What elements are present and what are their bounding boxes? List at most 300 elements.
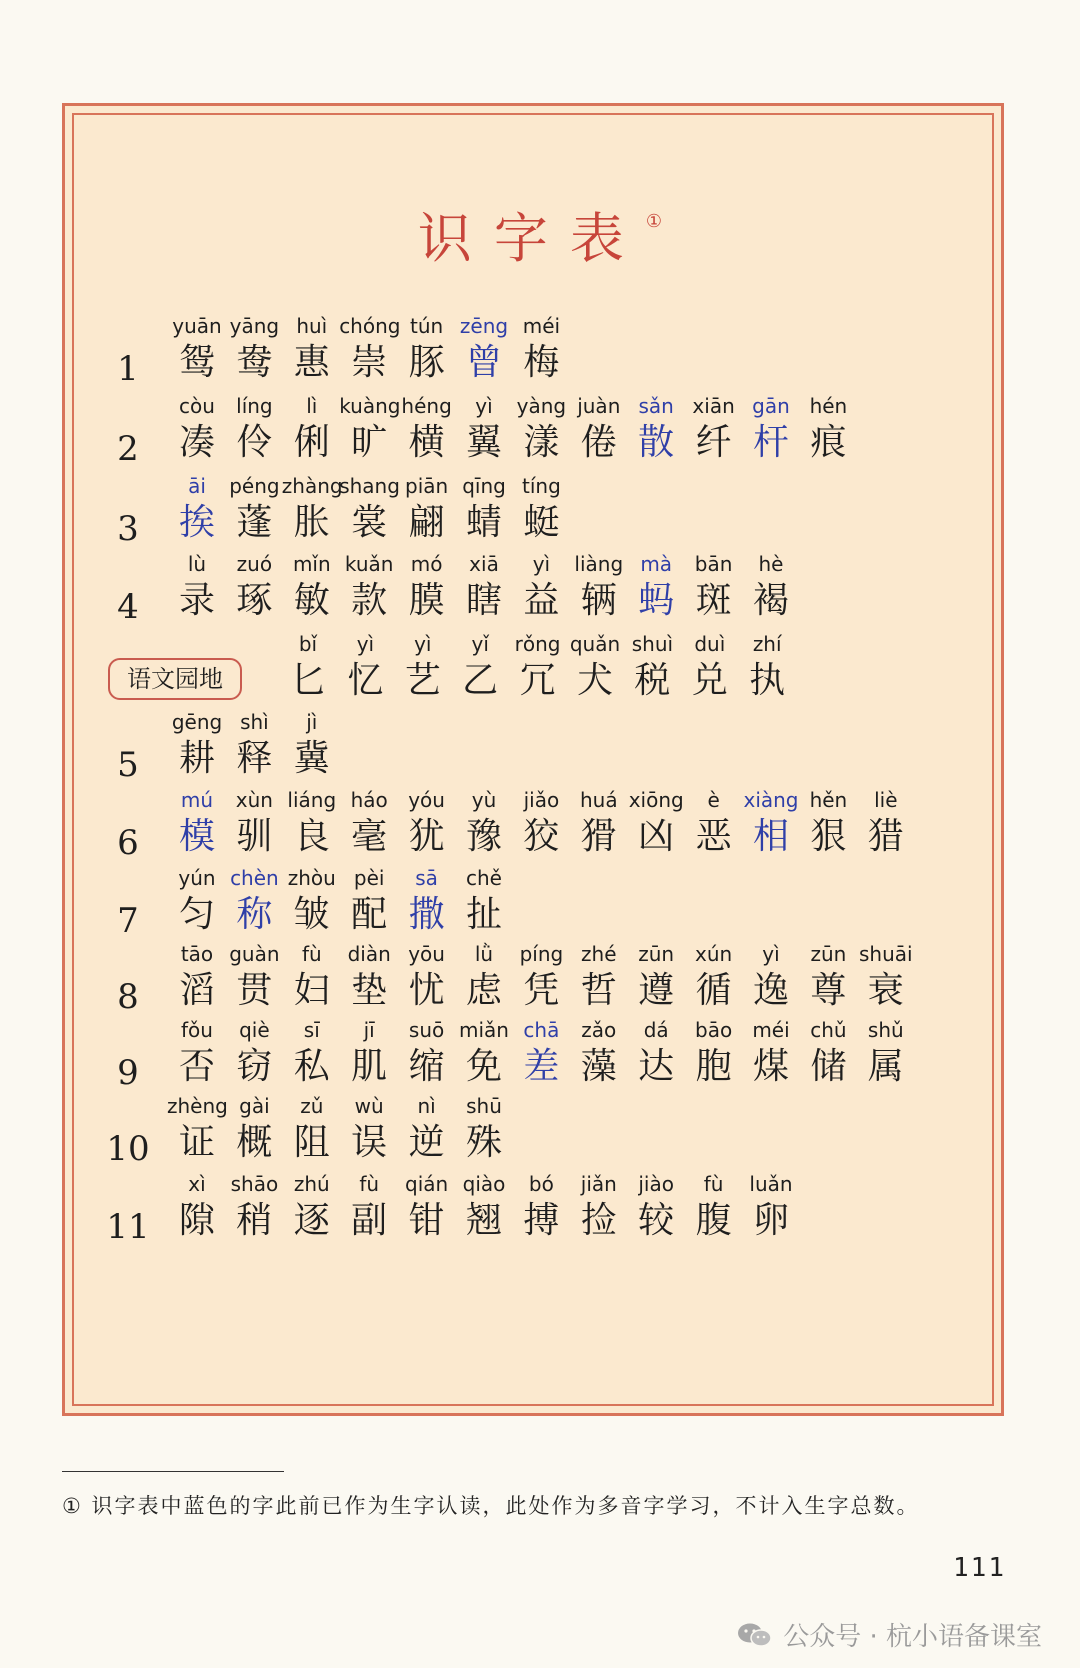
pinyin: shuì (631, 632, 674, 656)
hanzi: 皱 (293, 894, 330, 935)
character-cell (684, 788, 744, 860)
pinyin: zuó (236, 552, 273, 576)
hanzi: 鸯 (236, 342, 273, 383)
pinyin: zhú (293, 1172, 330, 1196)
hanzi: 殊 (465, 1122, 502, 1163)
pinyin: xún (695, 942, 733, 966)
title-text: 识字表 (417, 207, 646, 270)
hanzi: 艺 (404, 660, 441, 701)
pinyin: jì (306, 710, 318, 734)
pinyin: fù (359, 1172, 380, 1196)
character-cell (511, 942, 571, 1014)
hanzi: 豚 (408, 342, 445, 383)
character-cell (454, 1018, 514, 1090)
hanzi: 惠 (293, 342, 330, 383)
pinyin: chǔ (810, 1018, 847, 1042)
pinyin: píng (519, 942, 564, 966)
character-cell (282, 1172, 342, 1244)
pinyin: héng (401, 394, 452, 418)
character-cell (339, 866, 399, 938)
character-cell (339, 1172, 399, 1244)
pinyin: zǎo (581, 1018, 617, 1042)
character-cell (626, 552, 686, 624)
pinyin: luǎn (749, 1172, 793, 1196)
character-cell (684, 394, 744, 466)
character-cell (569, 1018, 629, 1090)
pinyin: lù (187, 552, 207, 576)
character-cell (335, 632, 395, 704)
character-cell (282, 314, 342, 386)
pinyin: lì (306, 394, 318, 418)
pinyin: huá (579, 788, 618, 812)
pinyin: diàn (347, 942, 391, 966)
watermark (737, 1616, 1042, 1653)
character-cell (167, 1018, 227, 1090)
character-cell (626, 1018, 686, 1090)
character-cell (626, 942, 686, 1014)
row-number: 5 (117, 745, 139, 785)
pinyin: duì (694, 632, 726, 656)
table-row (0, 394, 1080, 470)
character-cell (454, 314, 514, 386)
wechat-icon (737, 1622, 773, 1648)
character-cell (278, 632, 338, 704)
character-cell (741, 788, 801, 860)
hanzi: 录 (178, 580, 215, 621)
hanzi: 翘 (465, 1200, 502, 1241)
character-cell (511, 474, 571, 546)
pinyin: shāo (230, 1172, 279, 1196)
hanzi: 相 (752, 816, 789, 857)
hanzi: 妇 (293, 970, 330, 1011)
character-cell (224, 394, 284, 466)
pinyin: jiǎo (523, 788, 560, 812)
footnote-divider (62, 1471, 284, 1472)
hanzi: 斑 (695, 580, 732, 621)
character-cell (856, 942, 916, 1014)
pinyin: tāo (180, 942, 214, 966)
pinyin: zhàng (281, 474, 343, 498)
character-cell (450, 632, 510, 704)
row-number: 3 (117, 509, 139, 549)
character-cell (282, 552, 342, 624)
hanzi: 兑 (691, 660, 728, 701)
hanzi: 凭 (523, 970, 560, 1011)
hanzi: 阻 (293, 1122, 330, 1163)
character-cell (224, 866, 284, 938)
pinyin: chā (523, 1018, 560, 1042)
pinyin: zhé (581, 942, 617, 966)
table-row (0, 1018, 1080, 1094)
hanzi: 腹 (695, 1200, 732, 1241)
hanzi: 豫 (465, 816, 502, 857)
character-cell (393, 632, 453, 704)
hanzi: 猾 (580, 816, 617, 857)
hanzi: 贯 (236, 970, 273, 1011)
pinyin: mà (640, 552, 673, 576)
hanzi: 蓬 (236, 502, 273, 543)
character-cell (167, 552, 227, 624)
pinyin: bān (694, 552, 733, 576)
row-number: 10 (106, 1129, 150, 1169)
hanzi: 衰 (867, 970, 904, 1011)
table-row (0, 632, 1080, 708)
character-cell (167, 1094, 227, 1166)
character-cell (684, 552, 744, 624)
character-cell (680, 632, 740, 704)
hanzi: 散 (638, 422, 675, 463)
character-cell (569, 942, 629, 1014)
pinyin: yì (475, 394, 493, 418)
pinyin: líng (236, 394, 273, 418)
character-cell (798, 942, 858, 1014)
hanzi: 痕 (810, 422, 847, 463)
hanzi: 崇 (351, 342, 388, 383)
hanzi: 曾 (465, 342, 502, 383)
character-cell (282, 710, 342, 782)
hanzi: 稍 (236, 1200, 273, 1241)
pinyin: fù (301, 942, 322, 966)
hanzi: 俐 (293, 422, 330, 463)
pinyin: liáng (287, 788, 337, 812)
pinyin: zūn (810, 942, 847, 966)
hanzi: 属 (867, 1046, 904, 1087)
pinyin: xì (188, 1172, 206, 1196)
character-cell (454, 788, 514, 860)
pinyin: yōu (408, 942, 445, 966)
pinyin: fǒu (181, 1018, 213, 1042)
character-cell (454, 1094, 514, 1166)
row-number: 6 (117, 823, 139, 863)
pinyin: chě (466, 866, 502, 890)
pinyin: zǔ (300, 1094, 324, 1118)
hanzi: 虑 (465, 970, 502, 1011)
character-cell (224, 710, 284, 782)
table-row (0, 1172, 1080, 1248)
pinyin: yì (762, 942, 780, 966)
hanzi: 撒 (408, 894, 445, 935)
character-cell (397, 1094, 457, 1166)
pinyin: shuāi (859, 942, 913, 966)
pinyin: xiōng (628, 788, 684, 812)
hanzi: 缩 (408, 1046, 445, 1087)
pinyin: piān (405, 474, 449, 498)
hanzi: 蜓 (523, 502, 560, 543)
pinyin: jiǎn (580, 1172, 617, 1196)
hanzi: 益 (523, 580, 560, 621)
pinyin: è (707, 788, 720, 812)
character-cell (224, 1172, 284, 1244)
character-cell (339, 788, 399, 860)
hanzi: 肌 (351, 1046, 388, 1087)
pinyin: sā (415, 866, 438, 890)
character-cell (339, 552, 399, 624)
character-cell (798, 788, 858, 860)
character-cell (167, 1172, 227, 1244)
pinyin: mǐn (292, 552, 331, 576)
hanzi: 膜 (408, 580, 445, 621)
pinyin: shū (466, 1094, 502, 1118)
hanzi: 良 (293, 816, 330, 857)
character-cell (224, 474, 284, 546)
hanzi: 搏 (523, 1200, 560, 1241)
hanzi: 裳 (351, 502, 388, 543)
hanzi: 忆 (347, 660, 384, 701)
character-cell (339, 474, 399, 546)
table-row (0, 474, 1080, 550)
hanzi: 狠 (810, 816, 847, 857)
character-cell (224, 552, 284, 624)
pinyin: bāo (695, 1018, 733, 1042)
character-cell (622, 632, 682, 704)
character-cell (397, 1172, 457, 1244)
character-cell (684, 1018, 744, 1090)
hanzi: 模 (178, 816, 215, 857)
character-cell (397, 788, 457, 860)
character-cell (684, 942, 744, 1014)
hanzi: 挨 (178, 502, 215, 543)
row-number: 2 (117, 429, 139, 469)
hanzi: 凶 (638, 816, 675, 857)
hanzi: 蜻 (465, 502, 502, 543)
character-cell (167, 474, 227, 546)
pinyin: zhèng (167, 1094, 228, 1118)
pinyin: yǐ (471, 632, 489, 656)
pinyin: péng (229, 474, 280, 498)
character-cell (511, 788, 571, 860)
character-cell (397, 474, 457, 546)
page-number: 111 (953, 1553, 1006, 1583)
hanzi: 逸 (752, 970, 789, 1011)
pinyin: rǒng (514, 632, 561, 656)
pinyin: háo (350, 788, 388, 812)
hanzi: 辆 (580, 580, 617, 621)
pinyin: yuān (172, 314, 222, 338)
pinyin: zūn (638, 942, 675, 966)
hanzi: 扯 (465, 894, 502, 935)
page-title (0, 196, 1080, 273)
table-row (0, 314, 1080, 390)
hanzi: 垫 (351, 970, 388, 1011)
hanzi: 概 (236, 1122, 273, 1163)
hanzi: 伶 (236, 422, 273, 463)
hanzi: 储 (810, 1046, 847, 1087)
character-cell (397, 314, 457, 386)
hanzi: 匕 (289, 660, 326, 701)
character-cell (224, 314, 284, 386)
pinyin: yāng (229, 314, 280, 338)
character-cell (282, 942, 342, 1014)
hanzi: 蚂 (638, 580, 675, 621)
character-cell (339, 942, 399, 1014)
hanzi: 漾 (523, 422, 560, 463)
hanzi: 否 (178, 1046, 215, 1087)
pinyin: qiào (462, 1172, 506, 1196)
hanzi: 副 (351, 1200, 388, 1241)
character-cell (167, 710, 227, 782)
hanzi: 较 (638, 1200, 675, 1241)
pinyin: méi (752, 1018, 790, 1042)
character-cell (282, 394, 342, 466)
character-cell (224, 1018, 284, 1090)
hanzi: 循 (695, 970, 732, 1011)
hanzi: 犹 (408, 816, 445, 857)
pinyin: hè (758, 552, 784, 576)
pinyin: yàng (516, 394, 567, 418)
pinyin: xiàng (743, 788, 799, 812)
pinyin: suō (408, 1018, 445, 1042)
character-cell (856, 788, 916, 860)
hanzi: 执 (749, 660, 786, 701)
hanzi: 逐 (293, 1200, 330, 1241)
hanzi: 证 (178, 1122, 215, 1163)
section-badge: 语文园地 (108, 658, 242, 700)
hanzi: 款 (351, 580, 388, 621)
character-cell (397, 394, 457, 466)
character-cell (339, 1018, 399, 1090)
character-cell (569, 788, 629, 860)
pinyin: xiān (692, 394, 735, 418)
character-cell (339, 314, 399, 386)
character-cell (454, 1172, 514, 1244)
hanzi: 驯 (236, 816, 273, 857)
character-cell (511, 552, 571, 624)
pinyin: guàn (229, 942, 280, 966)
hanzi: 藻 (580, 1046, 617, 1087)
character-cell (626, 394, 686, 466)
hanzi: 冀 (293, 738, 330, 779)
hanzi: 煤 (752, 1046, 789, 1087)
pinyin: quǎn (569, 632, 621, 656)
hanzi: 免 (465, 1046, 502, 1087)
hanzi: 毫 (351, 816, 388, 857)
pinyin: gān (752, 394, 790, 418)
hanzi: 释 (236, 738, 273, 779)
character-cell (454, 474, 514, 546)
character-cell (737, 632, 797, 704)
title-note-mark: ① (645, 211, 663, 232)
pinyin: zhòu (287, 866, 336, 890)
pinyin: hén (809, 394, 848, 418)
pinyin: chóng (339, 314, 401, 338)
hanzi: 隙 (178, 1200, 215, 1241)
pinyin: xiā (469, 552, 499, 576)
character-cell (511, 1018, 571, 1090)
row-number: 1 (117, 349, 139, 389)
table-row (0, 788, 1080, 864)
table-row (0, 1094, 1080, 1170)
pinyin: qiè (239, 1018, 270, 1042)
pinyin: huì (296, 314, 328, 338)
hanzi: 尊 (810, 970, 847, 1011)
hanzi: 耕 (178, 738, 215, 779)
character-cell (282, 474, 342, 546)
character-cell (741, 942, 801, 1014)
character-cell (511, 394, 571, 466)
pinyin: zēng (459, 314, 509, 338)
character-cell (454, 394, 514, 466)
row-number: 7 (117, 901, 139, 941)
pinyin: yún (178, 866, 216, 890)
pinyin: juàn (577, 394, 621, 418)
character-cell (167, 314, 227, 386)
pinyin: miǎn (459, 1018, 509, 1042)
pinyin: bǐ (298, 632, 318, 656)
hanzi: 称 (236, 894, 273, 935)
character-cell (741, 1172, 801, 1244)
character-cell (511, 1172, 571, 1244)
pinyin: āi (188, 474, 206, 498)
character-cell (224, 1094, 284, 1166)
character-cell (339, 1094, 399, 1166)
character-cell (454, 942, 514, 1014)
pinyin: kuǎn (344, 552, 394, 576)
character-cell (741, 1018, 801, 1090)
character-cell (626, 788, 686, 860)
character-cell (224, 788, 284, 860)
pinyin: liàng (574, 552, 624, 576)
hanzi: 税 (634, 660, 671, 701)
hanzi: 捡 (580, 1200, 617, 1241)
pinyin: shì (240, 710, 269, 734)
hanzi: 恶 (695, 816, 732, 857)
hanzi: 猎 (867, 816, 904, 857)
character-cell (684, 1172, 744, 1244)
hanzi: 梅 (523, 342, 560, 383)
hanzi: 翩 (408, 502, 445, 543)
hanzi: 窃 (236, 1046, 273, 1087)
character-cell (224, 942, 284, 1014)
hanzi: 达 (638, 1046, 675, 1087)
character-cell (282, 866, 342, 938)
pinyin: chèn (230, 866, 279, 890)
pinyin: jiào (638, 1172, 674, 1196)
character-cell (741, 394, 801, 466)
character-cell (569, 1172, 629, 1244)
pinyin: liè (874, 788, 898, 812)
hanzi: 滔 (178, 970, 215, 1011)
hanzi: 杆 (752, 422, 789, 463)
row-number: 9 (117, 1053, 139, 1093)
character-cell (397, 552, 457, 624)
character-cell (282, 788, 342, 860)
character-cell (856, 1018, 916, 1090)
pinyin: jī (363, 1018, 375, 1042)
hanzi: 差 (523, 1046, 560, 1087)
pinyin: qīng (462, 474, 506, 498)
pinyin: gài (239, 1094, 270, 1118)
pinyin: mó (410, 552, 443, 576)
pinyin: hěn (809, 788, 848, 812)
table-row (0, 866, 1080, 942)
hanzi: 翼 (465, 422, 502, 463)
character-cell (339, 394, 399, 466)
pinyin: còu (179, 394, 215, 418)
character-cell (167, 942, 227, 1014)
hanzi: 敏 (293, 580, 330, 621)
pinyin: nì (417, 1094, 436, 1118)
hanzi: 鸳 (178, 342, 215, 383)
character-cell (569, 394, 629, 466)
pinyin: qián (405, 1172, 449, 1196)
character-cell (167, 394, 227, 466)
row-number: 11 (106, 1207, 150, 1247)
hanzi: 胞 (695, 1046, 732, 1087)
hanzi: 纤 (695, 422, 732, 463)
pinyin: xùn (235, 788, 273, 812)
pinyin: yì (532, 552, 551, 576)
pinyin: wù (354, 1094, 384, 1118)
